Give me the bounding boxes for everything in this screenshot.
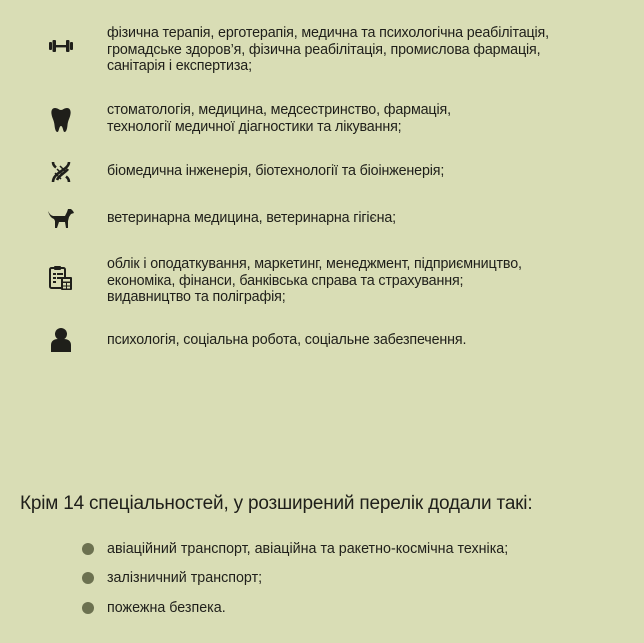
specialty-line: санітарія і експертиза; <box>107 58 252 74</box>
specialty-line: психологія, соціальна робота, соціальне забезпечення. <box>107 332 467 348</box>
specialty-line: ветеринарна медицина, ветеринарна гігієна; <box>107 210 396 226</box>
person-icon <box>46 326 76 354</box>
dumbbell-icon <box>46 35 76 57</box>
dna-icon <box>46 159 76 185</box>
extended-list-item: авіаційний транспорт, авіаційна та ракетно-космічна техніка; <box>82 541 508 557</box>
bullet-icon <box>82 572 94 584</box>
specialty-line: фізична терапія, ерготерапія, медична та психологічна реабілітація, <box>107 25 549 41</box>
specialty-line: громадське здоров’я, фізична реабілітація, промислова фармація, <box>107 41 541 58</box>
specialty-line: економіка, фінанси, банківська справа та страхування; <box>107 272 464 289</box>
specialty-line: технології медичної діагностики та лікування; <box>107 118 402 135</box>
extended-list-item: пожежна безпека. <box>82 600 226 616</box>
specialty-line: стоматологія, медицина, медсестринство, фармація, <box>107 102 451 118</box>
bullet-icon <box>82 602 94 614</box>
extended-list-item: залізничний транспорт; <box>82 570 262 586</box>
extended-list-intro: Крім 14 спеціальностей, у розширений перелік додали такі: <box>20 493 533 514</box>
dog-icon <box>46 205 76 231</box>
specialty-line: облік і оподаткування, маркетинг, менеджмент, підприємництво, <box>107 256 522 272</box>
bullet-icon <box>82 543 94 555</box>
tooth-icon <box>46 106 76 134</box>
specialty-line: видавництво та поліграфія; <box>107 289 286 305</box>
specialty-line: біомедична інженерія, біотехнології та біоінженерія; <box>107 163 445 179</box>
clipboard-calculator-icon <box>46 264 76 292</box>
